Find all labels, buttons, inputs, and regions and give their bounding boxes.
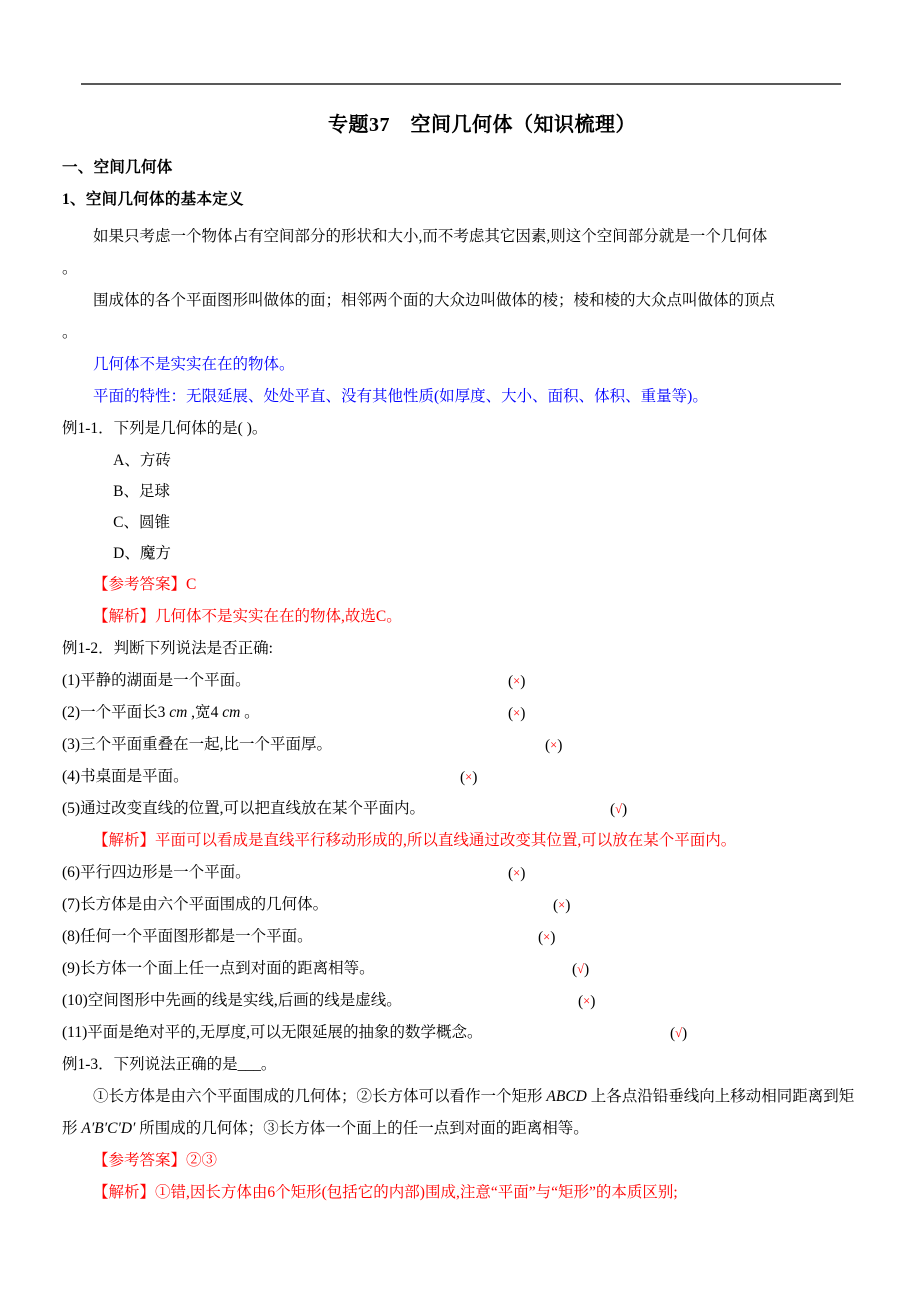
judgment-item-2-mark: (×) [508, 705, 526, 722]
judgment-item-10-text: 空间图形中先画的线是实线,后画的线是虚线。 [87, 992, 402, 1009]
example-1-3-body [62, 1081, 862, 1145]
blue-note-2: 平面的特性：无限延展、处处平直、没有其他性质(如厚度、大小、面积、体积、重量等)。 [93, 388, 708, 405]
example-1-1-option-d: D、魔方 [113, 545, 171, 562]
analysis-label: 【解析】 [93, 1184, 156, 1201]
definition-paragraph-1-tail: 。 [62, 260, 78, 277]
example-1-3-math-abcd-prime: A′B′C′D′ [81, 1120, 136, 1137]
judgment-item-9-mark: (√) [572, 961, 590, 978]
example-1-3-stem: 例1-3．下列说法正确的是___。 [62, 1056, 277, 1073]
judgment-item-1-mark: (×) [508, 673, 526, 690]
definition-paragraph-2 [62, 285, 862, 317]
judgment-item-10-mark: (×) [578, 993, 596, 1010]
analysis-text: 平面可以看成是直线平行移动形成的,所以直线通过改变其位置,可以放在某个平面内。 [155, 832, 737, 849]
judgment-item-6-mark: (×) [508, 865, 526, 882]
example-1-1-stem: 例1-1．下列是几何体的是( )。 [62, 420, 268, 437]
page-title: 专题37 空间几何体（知识梳理） [328, 114, 636, 136]
analysis-label: 【解析】 [93, 608, 156, 625]
answer-label: 【参考答案】 [93, 576, 187, 593]
judgment-item-8 [62, 921, 862, 953]
judgment-item-11-number: (11) [62, 1024, 88, 1041]
example-1-1-option-b: B、足球 [113, 483, 170, 500]
page-header-rule [81, 83, 841, 85]
judgment-item-5-number: (5) [62, 800, 81, 817]
judgment-item-4 [62, 761, 862, 793]
judgment-item-5 [62, 793, 862, 825]
judgment-item-2-sep: ,宽 [191, 704, 211, 721]
judgment-item-2-number: (2) [62, 704, 81, 721]
judgment-item-6-number: (6) [62, 864, 81, 881]
judgment-item-1-number: (1) [62, 672, 81, 689]
judgment-item-4-mark: (×) [460, 769, 478, 786]
judgment-item-2-tail: 。 [244, 704, 260, 721]
judgment-item-10-number: (10) [62, 992, 88, 1009]
judgment-item-7 [62, 889, 862, 921]
judgment-item-2-value2: 4 [210, 704, 219, 721]
judgment-item-9-number: (9) [62, 960, 81, 977]
example-1-2-stem: 例1-2．判断下列说法是否正确: [62, 640, 273, 657]
judgment-item-3 [62, 729, 862, 761]
example-1-1-answer [62, 569, 862, 601]
judgment-item-6-text: 平行四边形是一个平面。 [80, 864, 251, 881]
analysis-label: 【解析】 [93, 832, 156, 849]
judgment-item-2-unit1: cm [169, 704, 188, 721]
example-1-3-body-part1: ①长方体是由六个平面围成的几何体；②长方体可以看作一个矩形 [93, 1088, 543, 1105]
judgment-item-11-mark: (√) [670, 1025, 688, 1042]
definition-paragraph-1 [62, 221, 862, 253]
subsection-heading: 1、空间几何体的基本定义 [62, 191, 244, 208]
example-1-1-analysis [62, 601, 862, 633]
judgment-item-7-number: (7) [62, 896, 81, 913]
judgment-item-4-number: (4) [62, 768, 81, 785]
example-1-3-analysis [62, 1177, 862, 1209]
judgment-item-8-text: 任何一个平面图形都是一个平面。 [80, 928, 313, 945]
judgment-item-7-text: 长方体是由六个平面围成的几何体。 [80, 896, 329, 913]
judgment-item-3-mark: (×) [545, 737, 563, 754]
judgment-item-11-text: 平面是绝对平的,无厚度,可以无限延展的抽象的数学概念。 [87, 1024, 483, 1041]
example-1-1-option-a: A、方砖 [113, 452, 171, 469]
example-1-1-option-c: C、圆锥 [113, 514, 170, 531]
example-1-3-body-part2: 上各点沿铅垂线向上移动相同距离到矩形 [62, 1088, 855, 1137]
analysis-text: ①错,因长方体由6个矩形(包括它的内部)围成,注意“平面”与“矩形”的本质区别; [155, 1184, 678, 1201]
section-heading: 一、空间几何体 [62, 159, 173, 176]
example-1-3-body-part3: 所围成的几何体；③长方体一个面上的任一点到对面的距离相等。 [139, 1120, 589, 1137]
judgment-item-8-mark: (×) [538, 929, 556, 946]
judgment-item-10 [62, 985, 862, 1017]
judgment-item-11 [62, 1017, 862, 1049]
definition-paragraph-2-text: 围成体的各个平面图形叫做体的面；相邻两个面的大众边叫做体的棱；棱和棱的大众点叫做体的顶点 [93, 292, 776, 309]
analysis-text: 几何体不是实实在在的物体,故选C。 [155, 608, 402, 625]
answer-value: C [186, 576, 197, 593]
definition-paragraph-1-text: 如果只考虑一个物体占有空间部分的形状和大小,而不考虑其它因素,则这个空间部分就是一个几何体 [93, 228, 768, 245]
judgment-item-1-text: 平静的湖面是一个平面。 [80, 672, 251, 689]
judgment-item-3-number: (3) [62, 736, 81, 753]
judgment-item-2-unit2: cm [222, 704, 241, 721]
judgment-item-1 [62, 665, 862, 697]
judgment-item-6 [62, 857, 862, 889]
judgment-item-9-text: 长方体一个面上任一点到对面的距离相等。 [80, 960, 375, 977]
judgment-item-8-number: (8) [62, 928, 81, 945]
example-1-3-answer [62, 1145, 862, 1177]
judgment-item-2-text: 一个平面长 [80, 704, 158, 721]
example-1-3-math-abcd: ABCD [546, 1088, 587, 1105]
document-content [62, 108, 862, 1209]
blue-note-1: 几何体不是实实在在的物体。 [93, 356, 295, 373]
judgment-item-9 [62, 953, 862, 985]
judgment-item-2-value1: 3 [157, 704, 166, 721]
judgment-item-5-mark: (√) [610, 801, 628, 818]
answer-label: 【参考答案】 [93, 1152, 187, 1169]
judgment-item-7-mark: (×) [553, 897, 571, 914]
judgment-item-3-text: 三个平面重叠在一起,比一个平面厚。 [80, 736, 332, 753]
judgment-item-2 [62, 697, 862, 729]
judgment-item-4-text: 书桌面是平面。 [80, 768, 189, 785]
judgment-item-5-text: 通过改变直线的位置,可以把直线放在某个平面内。 [80, 800, 425, 817]
definition-paragraph-2-tail: 。 [62, 324, 78, 341]
answer-value: ②③ [186, 1152, 218, 1169]
example-1-2-analysis [62, 825, 862, 857]
